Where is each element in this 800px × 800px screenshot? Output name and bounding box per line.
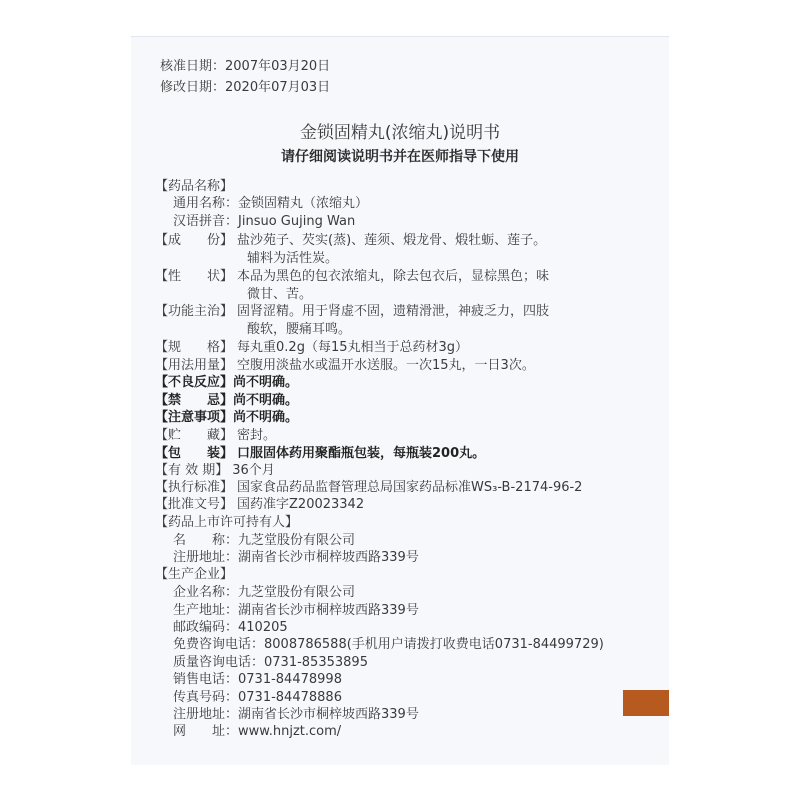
- approval-no-label: 【批准文号】: [155, 497, 234, 512]
- validity-value: 36个月: [232, 463, 275, 478]
- pinyin-label: 汉语拼音：: [173, 214, 239, 229]
- storage-value: 密封。: [237, 428, 277, 443]
- pinyin-value: Jinsuo Gujing Wan: [238, 214, 356, 229]
- sales-phone-label: 销售电话：: [173, 672, 239, 687]
- precautions-label: 【注意事项】: [155, 410, 234, 425]
- hotline-label: 免费咨询电话：: [173, 637, 265, 652]
- production-address-value: 湖南省长沙市桐梓坡西路339号: [238, 603, 419, 618]
- revision-date: 修改日期：2020年07月03日: [160, 80, 331, 95]
- generic-name-row: [173, 195, 368, 212]
- holder-name-label: 名 称：: [173, 533, 239, 548]
- indications-row: [155, 303, 549, 320]
- company-row: [173, 584, 355, 601]
- specification-row: [155, 339, 468, 356]
- storage-row: [155, 427, 276, 444]
- appearance-value-cont: 微甘、苦。: [247, 287, 313, 302]
- fax-row: [173, 689, 342, 706]
- contraindications-value: 尚不明确。: [233, 393, 299, 408]
- holder-address-value: 湖南省长沙市桐梓坡西路339号: [238, 550, 419, 565]
- sales-phone-row: [173, 671, 342, 688]
- adverse-value: 尚不明确。: [233, 375, 299, 390]
- dosage-row: [155, 357, 535, 374]
- manufacturer-heading: 【生产企业】: [155, 567, 234, 582]
- holder-name-row: [173, 532, 355, 549]
- registered-address-row: [173, 706, 419, 723]
- package-edge-stripe: [623, 690, 669, 716]
- generic-name-value: 金锁固精丸（浓缩丸）: [238, 196, 369, 211]
- specification-value: 每丸重0.2g（每15丸相当于总药材3g）: [237, 340, 469, 355]
- holder-name-value: 九芝堂股份有限公司: [238, 533, 356, 548]
- fax-value: 0731-84478886: [238, 690, 342, 705]
- generic-name-label: 通用名称：: [173, 196, 239, 211]
- page-title: 金锁固精丸(浓缩丸)说明书: [299, 123, 501, 143]
- hotline-row: [173, 636, 604, 653]
- holder-address-row: [173, 549, 419, 566]
- standard-row: [155, 479, 582, 496]
- adverse-label: 【不良反应】: [155, 375, 234, 390]
- company-label: 企业名称：: [173, 585, 239, 600]
- adverse-row: [155, 374, 298, 391]
- postcode-value: 410205: [238, 620, 288, 635]
- validity-label: 【有 效 期】: [155, 463, 229, 478]
- precautions-row: [155, 409, 298, 426]
- contraindications-row: [155, 392, 298, 409]
- validity-row: [155, 462, 275, 479]
- approval-date: 核准日期：2007年03月20日: [160, 59, 331, 74]
- appearance-label: 【性 状】: [155, 269, 234, 284]
- registered-address-value: 湖南省长沙市桐梓坡西路339号: [238, 707, 419, 722]
- standard-label: 【执行标准】: [155, 480, 234, 495]
- hotline-value: 8008786588(手机用户请拨打收费电话0731-84499729): [264, 637, 604, 652]
- indications-value-cont: 酸软，腰痛耳鸣。: [247, 322, 352, 337]
- quality-phone-value: 0731-85353895: [264, 655, 368, 670]
- company-value: 九芝堂股份有限公司: [238, 585, 356, 600]
- precautions-value: 尚不明确。: [233, 410, 299, 425]
- registered-address-label: 注册地址：: [173, 707, 239, 722]
- appearance-value: 本品为黑色的包衣浓缩丸，除去包衣后，显棕黑色；味: [237, 269, 550, 284]
- sales-phone-value: 0731-84478998: [238, 672, 342, 687]
- ingredients-row: [155, 232, 546, 249]
- postcode-label: 邮政编码：: [173, 620, 239, 635]
- website-label: 网 址：: [173, 724, 239, 739]
- dosage-value: 空腹用淡盐水或温开水送服。一次15丸，一日3次。: [237, 358, 535, 373]
- appearance-row: [155, 268, 549, 285]
- holder-heading: 【药品上市许可持有人】: [155, 515, 299, 530]
- indications-label: 【功能主治】: [155, 304, 234, 319]
- ingredients-label: 【成 份】: [155, 233, 234, 248]
- package-label: 【包 装】: [155, 446, 234, 461]
- production-address-row: [173, 602, 419, 619]
- approval-no-value: 国药准字Z20023342: [237, 497, 365, 512]
- ingredients-value: 盐沙苑子、芡实(蒸)、莲须、煅龙骨、煅牡蛎、莲子。: [237, 233, 547, 248]
- approval-no-row: [155, 496, 364, 513]
- postcode-row: [173, 619, 288, 636]
- website-value: www.hnjzt.com/: [238, 724, 342, 739]
- quality-phone-row: [173, 654, 368, 671]
- standard-value: 国家食品药品监督管理总局国家药品标准WS₃-B-2174-96-2: [237, 480, 583, 495]
- package-value: 口服固体药用聚酯瓶包装，每瓶装200丸。: [237, 446, 486, 461]
- page-subtitle: 请仔细阅读说明书并在医师指导下使用: [281, 149, 519, 165]
- fax-label: 传真号码：: [173, 690, 239, 705]
- package-row: [155, 445, 485, 462]
- storage-label: 【贮 藏】: [155, 428, 234, 443]
- drug-name-heading: 【药品名称】: [155, 179, 234, 194]
- website-row: [173, 723, 341, 740]
- ingredients-value-cont: 辅料为活性炭。: [247, 251, 339, 266]
- pinyin-row: [173, 213, 355, 230]
- production-address-label: 生产地址：: [173, 603, 239, 618]
- contraindications-label: 【禁 忌】: [155, 393, 234, 408]
- holder-address-label: 注册地址：: [173, 550, 239, 565]
- quality-phone-label: 质量咨询电话：: [173, 655, 265, 670]
- indications-value: 固肾涩精。用于肾虚不固，遗精滑泄，神疲乏力，四肢: [237, 304, 550, 319]
- dosage-label: 【用法用量】: [155, 358, 234, 373]
- specification-label: 【规 格】: [155, 340, 234, 355]
